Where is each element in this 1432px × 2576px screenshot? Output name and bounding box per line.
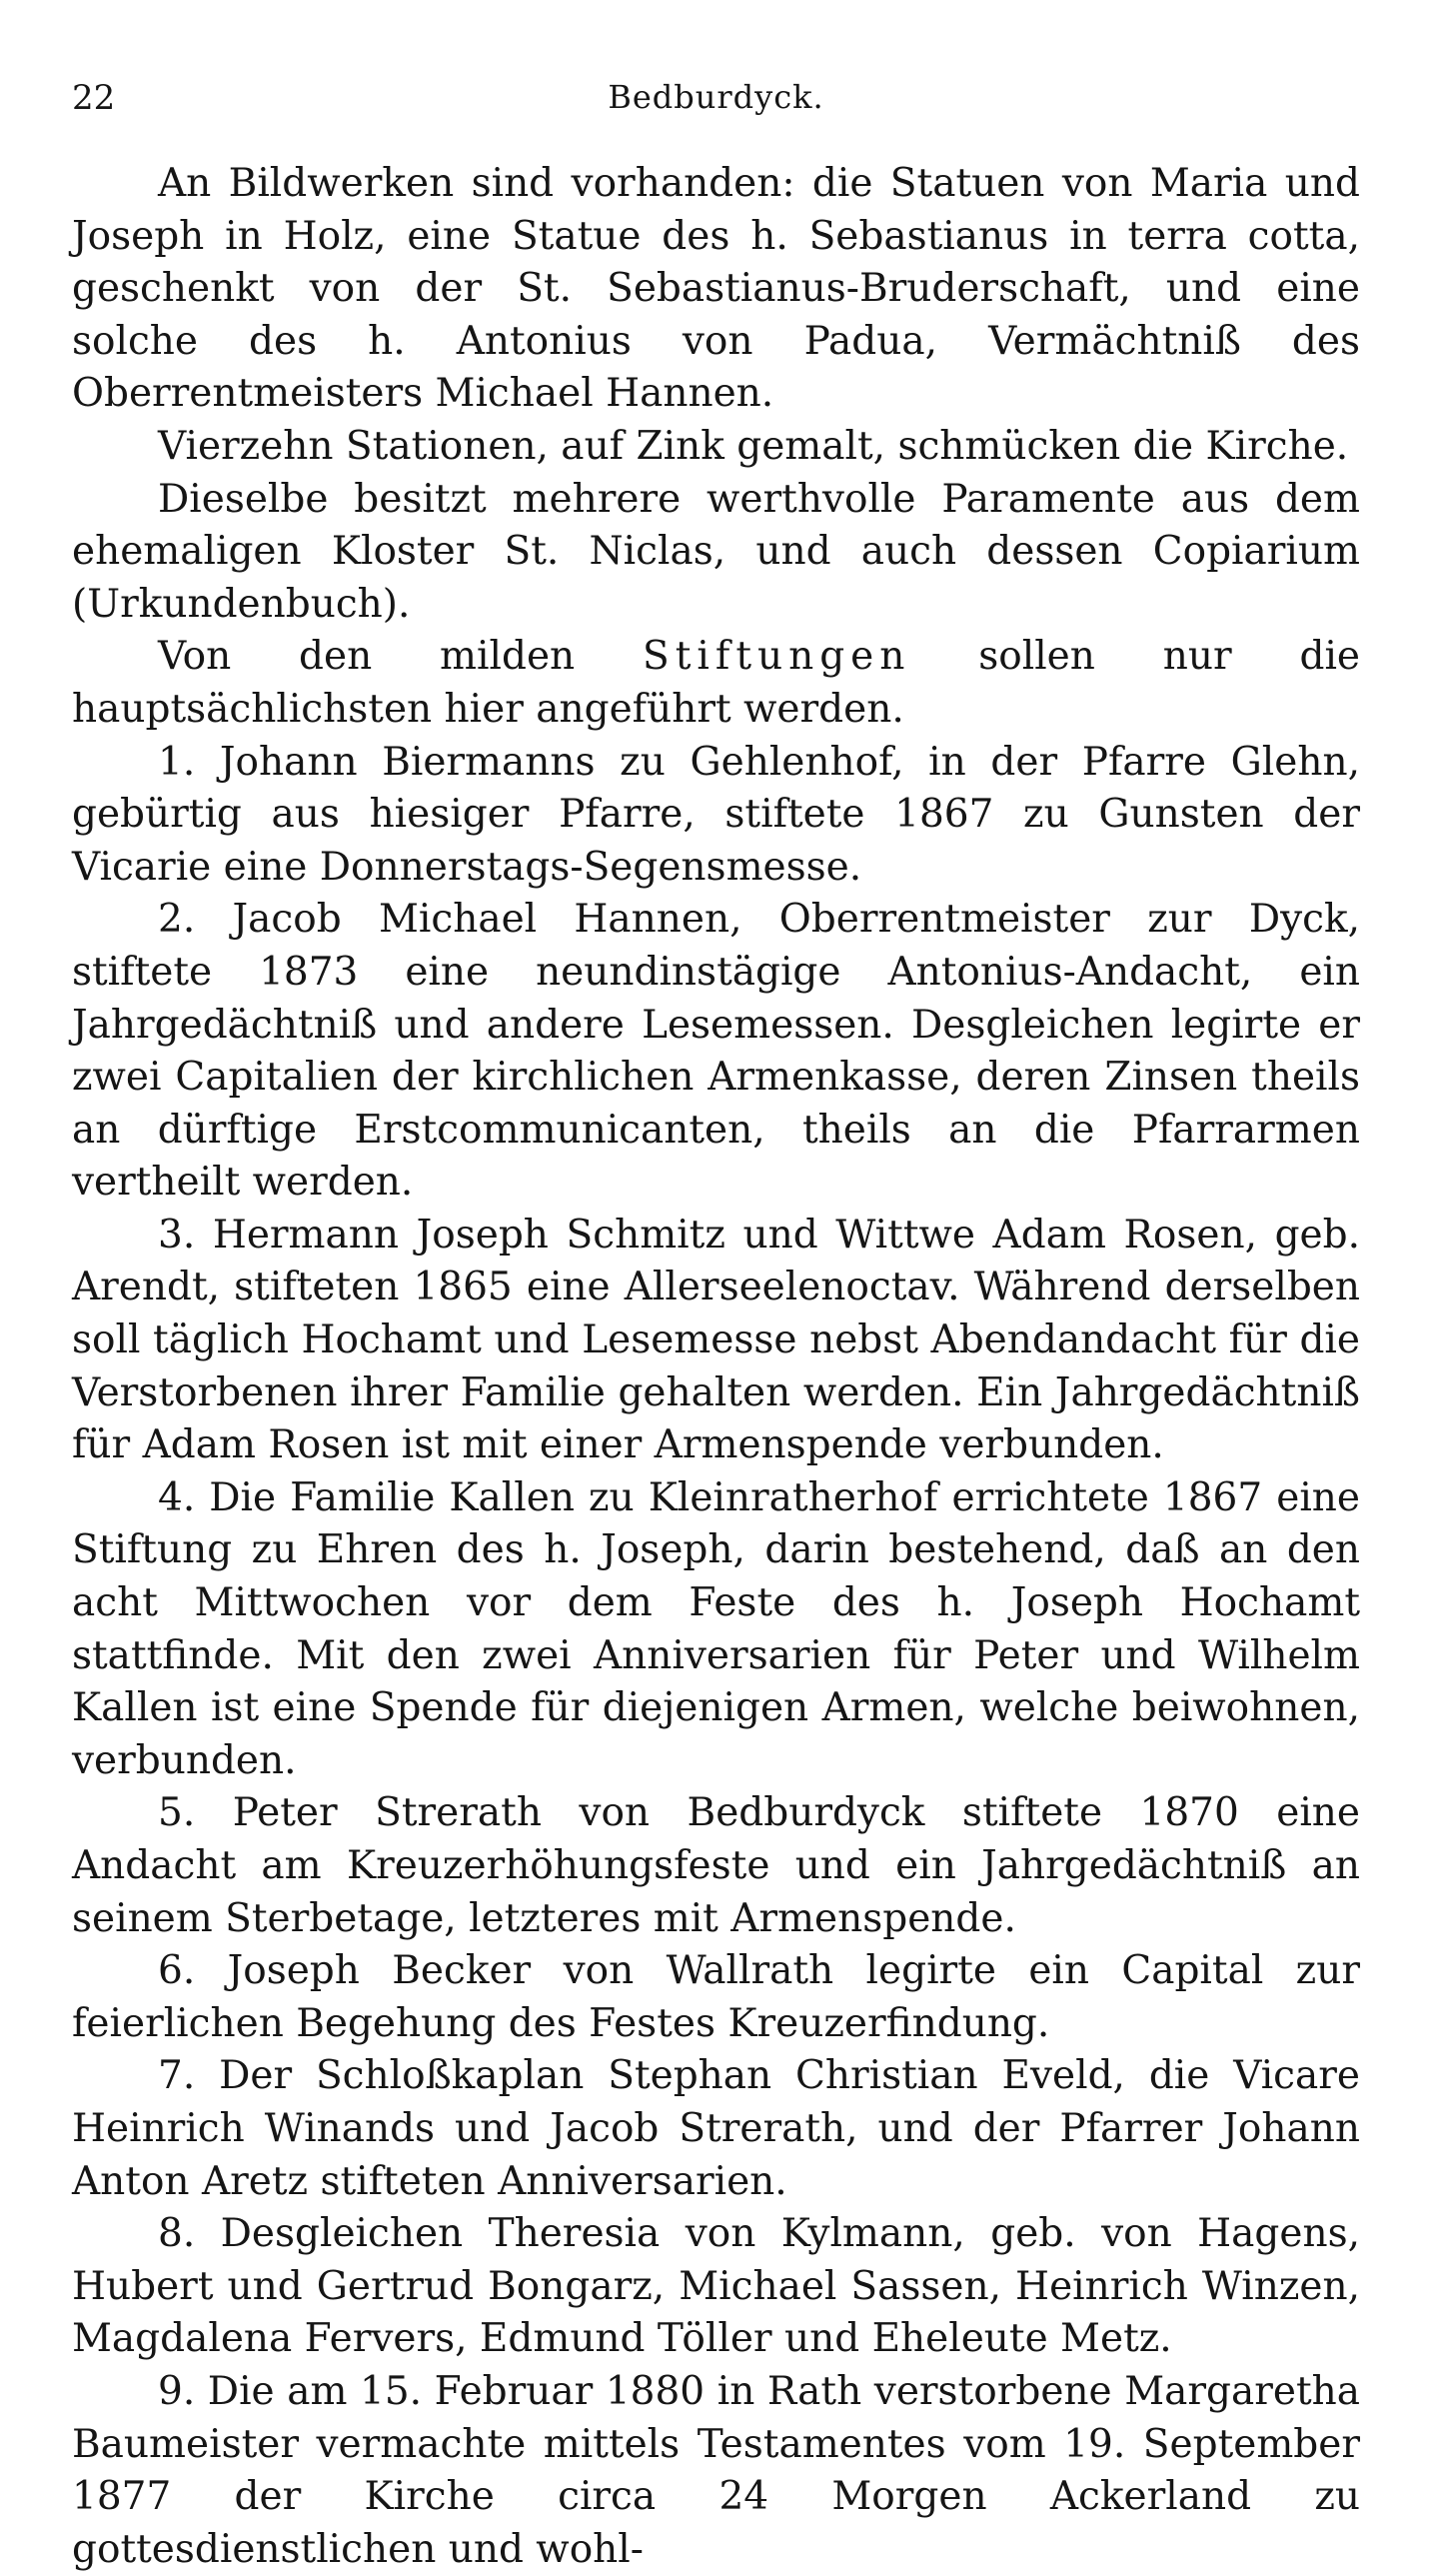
intro-text-after: sollen nur die hauptsächlichsten hier angeführt werden. [72, 634, 1360, 732]
paragraph-artworks: An Bildwerken sind vorhanden: die Statuen von Maria und Joseph in Holz, eine Statue des h. Sebastianus in terra cotta, geschenkt von der St. Sebastianus-Bruderschaft, und eine solche des h. Antonius von Padua, Vermächtniß des Oberrentmeisters Michael Hannen. [72, 161, 1360, 417]
spaced-emphasis-word: Stiftungen [643, 634, 911, 680]
foundation-item-3: 3. Hermann Joseph Schmitz und Wittwe Adam Rosen, geb. Arendt, stifteten 1865 eine Allerseelenoctav. Während derselben soll täglich Hochamt und Lesemesse nebst Abendandacht für die Verstorbenen ihrer Familie gehalten werden. Ein Jahrgedächtniß für Adam Rosen ist mit einer Armenspende verbunden. [72, 1212, 1360, 1468]
page-header [72, 70, 1360, 130]
paragraph-foundations-intro [72, 631, 1360, 736]
body-text [72, 158, 1360, 2576]
intro-text-before: Von den milden [158, 634, 644, 680]
paragraph-stations: Vierzehn Stationen, auf Zink gemalt, schmücken die Kirche. [158, 423, 1349, 469]
foundation-item-8: 8. Desgleichen Theresia von Kylmann, geb. von Hagens, Hubert und Gertrud Bongarz, Michael Sassen, Heinrich Winzen, Magdalena Fervers, Edmund Töller und Eheleute Metz. [72, 2211, 1360, 2362]
foundation-item-4: 4. Die Familie Kallen zu Kleinratherhof errichtete 1867 eine Stiftung zu Ehren des h. Joseph, darin bestehend, daß an den acht Mittwochen vor dem Feste des h. Joseph Hochamt stattfinde. Mit den zwei Anniversarien für Peter und Wilhelm Kallen ist eine Spende für diejenigen Armen, welche beiwohnen, verbunden. [72, 1474, 1360, 1783]
running-title: Bedburdyck. [608, 78, 824, 116]
foundation-item-2: 2. Jacob Michael Hannen, Oberrentmeister zur Dyck, stiftete 1873 eine neundinstägige Antonius-Andacht, ein Jahrgedächtniß und andere Lesemessen. Desgleichen legirte er zwei Capitalien der kirchlichen Armenkasse, deren Zinsen theils an dürftige Erstcommunicanten, theils an die Pfarrarmen vertheilt werden. [72, 897, 1360, 1206]
foundation-item-1: 1. Johann Biermanns zu Gehlenhof, in der Pfarre Glehn, gebürtig aus hiesiger Pfarre, stiftete 1867 zu Gunsten der Vicarie eine Donnerstags-Segensmesse. [72, 739, 1360, 890]
page-number: 22 [72, 78, 116, 118]
foundation-item-5: 5. Peter Strerath von Bedburdyck stiftete 1870 eine Andacht am Kreuzerhöhungsfeste und ein Jahrgedächtniß an seinem Sterbetage, letzteres mit Armenspende. [72, 1790, 1360, 1941]
foundation-item-9: 9. Die am 15. Februar 1880 in Rath verstorbene Margaretha Baumeister vermachte mittels Testamentes vom 19. September 1877 der Kirche circa 24 Morgen Ackerland zu gottesdienstlichen und wohl- [72, 2368, 1360, 2572]
foundation-item-6: 6. Joseph Becker von Wallrath legirte ein Capital zur feierlichen Begehung des Festes Kreuzerfindung. [72, 1948, 1360, 2046]
foundation-item-7: 7. Der Schloßkaplan Stephan Christian Eveld, die Vicare Heinrich Winands und Jacob Strerath, und der Pfarrer Johann Anton Aretz stifteten Anniversarien. [72, 2053, 1360, 2204]
paragraph-paraments: Dieselbe besitzt mehrere werthvolle Paramente aus dem ehemaligen Kloster St. Niclas, und auch dessen Copiarium (Urkundenbuch). [72, 476, 1360, 627]
